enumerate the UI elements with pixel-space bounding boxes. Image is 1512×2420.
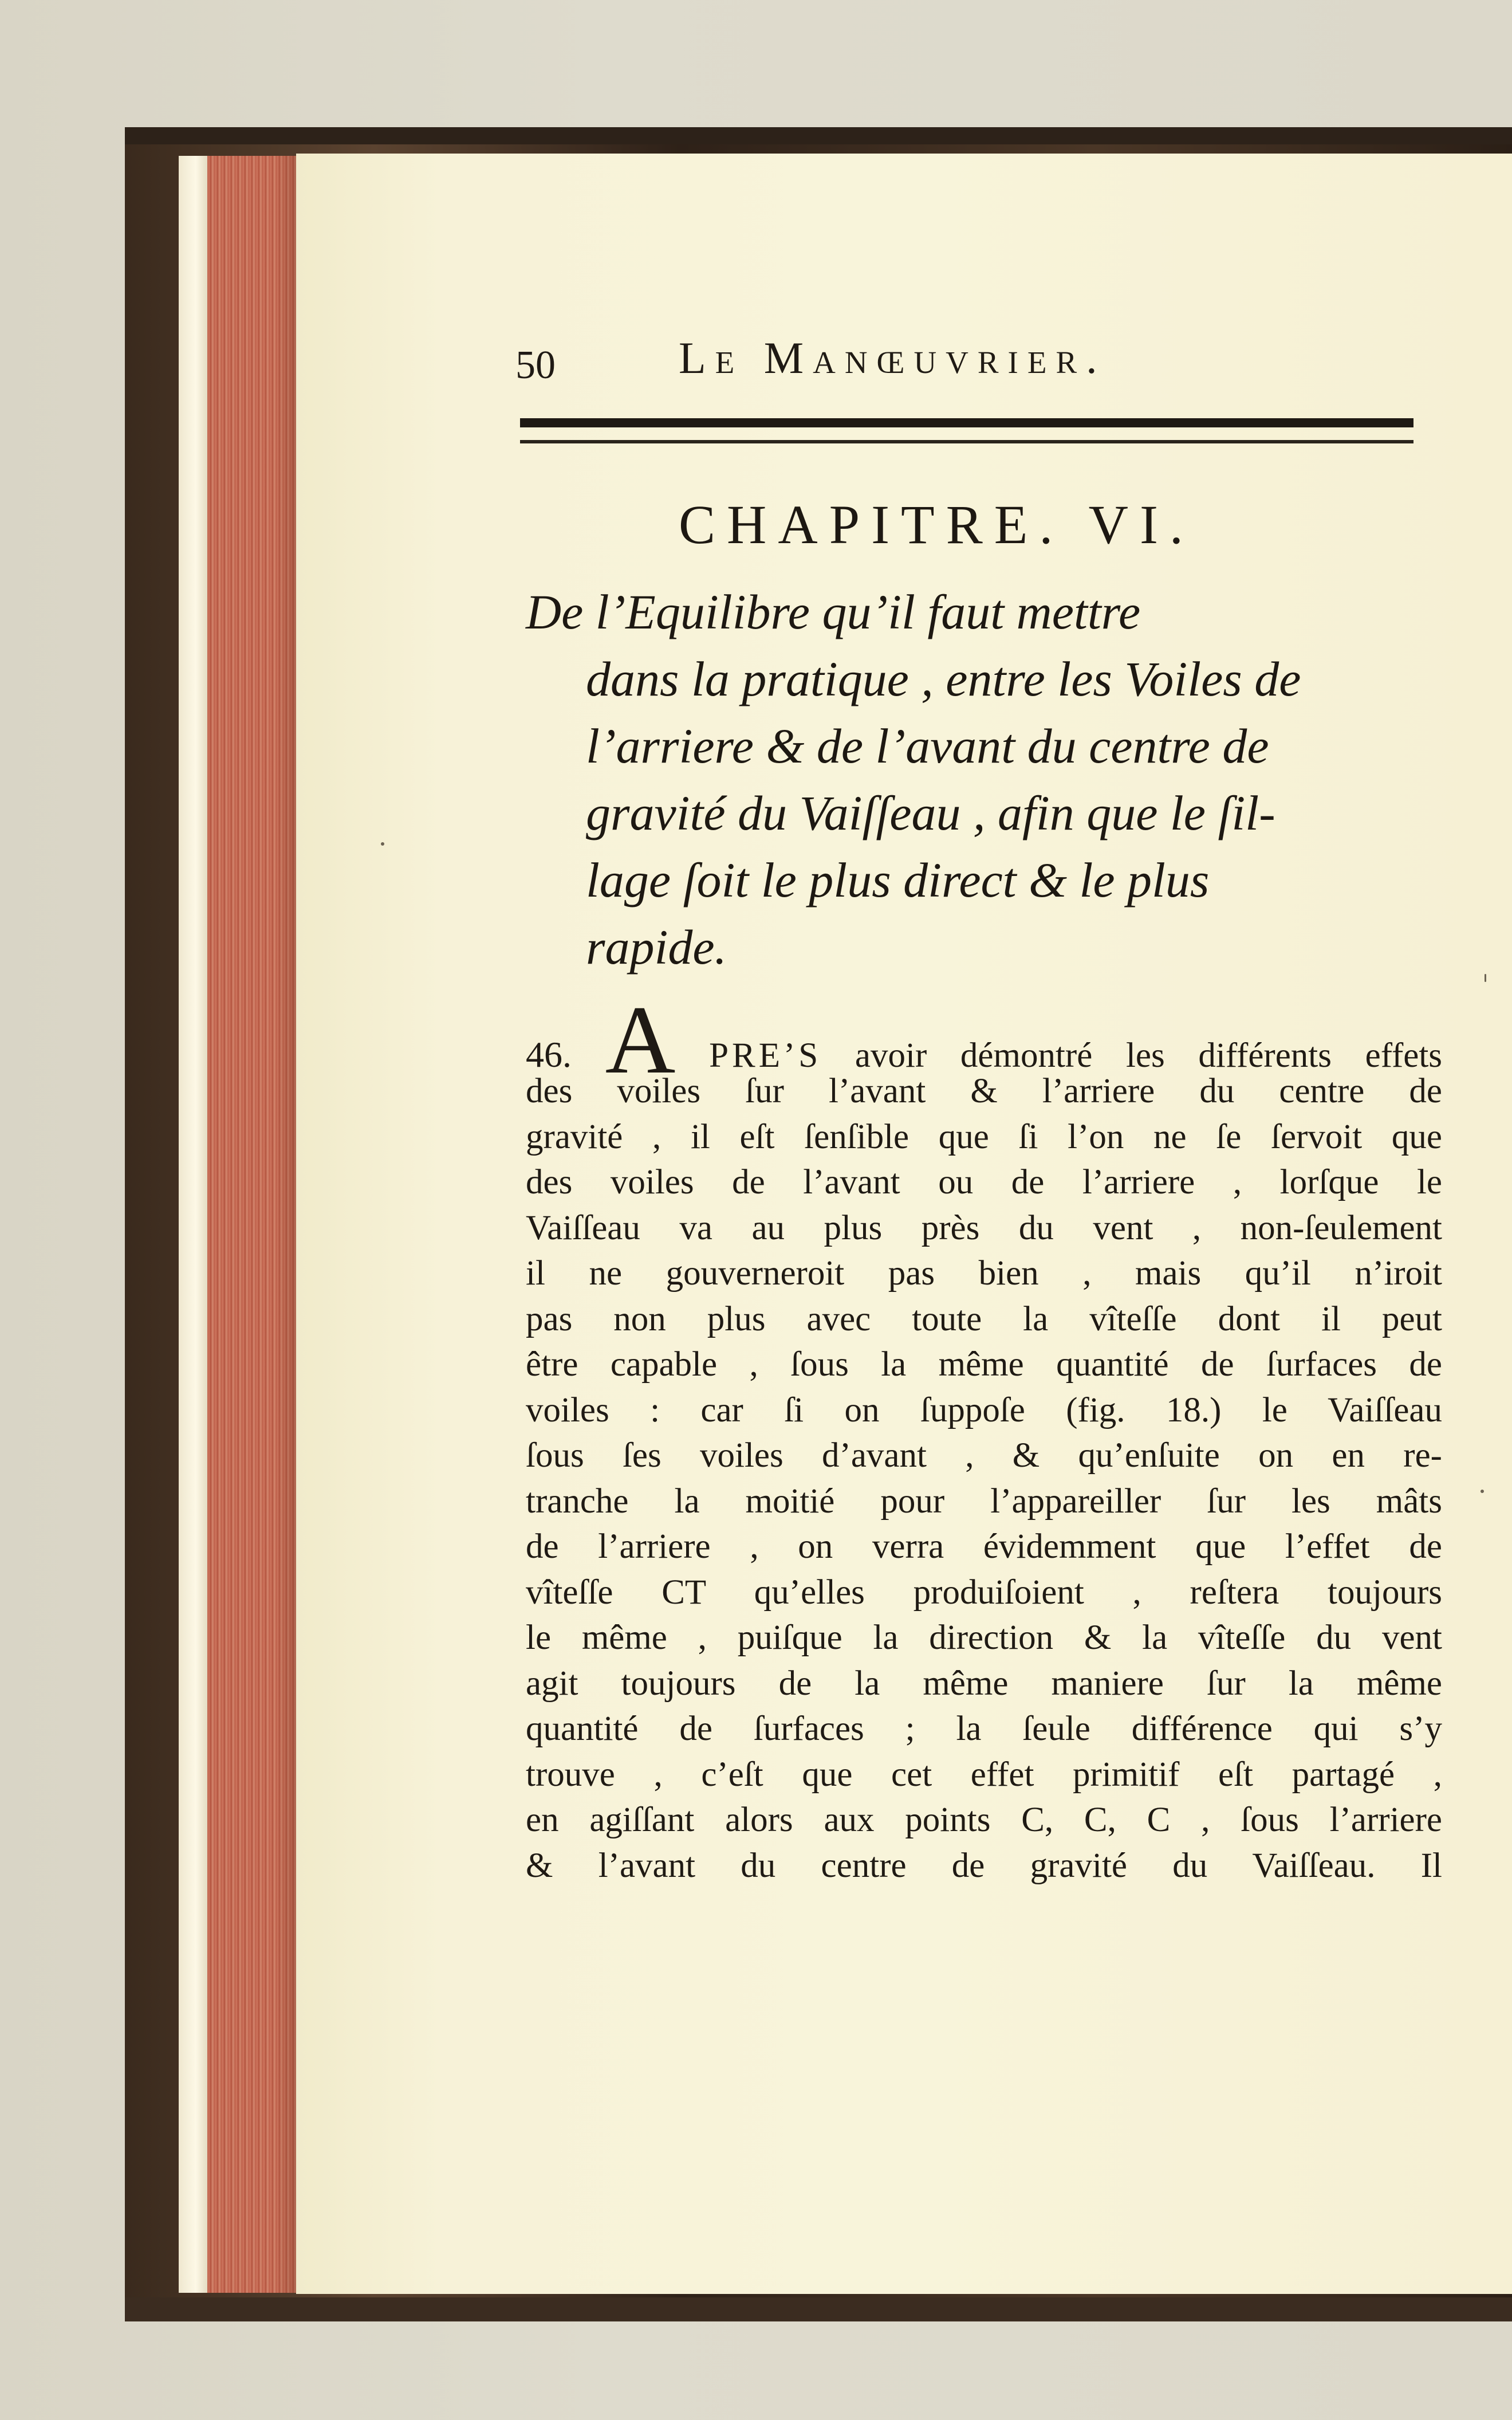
drop-cap: A xyxy=(605,986,676,1094)
text-line: le même , puiſque la direction & la vîteſſe du vent xyxy=(526,1618,1442,1657)
text-line: agit toujours de la même maniere ſur la même xyxy=(526,1664,1442,1703)
text-line: il ne gouverneroit pas bien , mais qu’il n’iroit xyxy=(526,1254,1442,1292)
text-line: Vaiſſeau va au plus près du vent , non-ſeulement xyxy=(526,1208,1442,1247)
text-line: en agiſſant alors aux points C, C, C , ſous l’arriere xyxy=(526,1801,1442,1839)
text-line: de l’arriere , on verra évidemment que l’effet de xyxy=(526,1527,1442,1566)
book-cover-top-edge xyxy=(125,127,1512,144)
text-line: quantité de ſurfaces ; la ſeule différence qui s’y xyxy=(526,1710,1442,1748)
text-line: voiles : car ſi on ſuppoſe (fig. 18.) le Vaiſſeau xyxy=(526,1390,1442,1429)
text-line: des voiles de l’avant ou de l’arriere , lorſque le xyxy=(526,1163,1442,1201)
text-line: ſous ſes voiles d’avant , & qu’enſuite on en re- xyxy=(526,1436,1442,1475)
text-line: vîteſſe CT qu’elles produiſoient , reſtera toujours xyxy=(526,1573,1442,1612)
text-line: trouve , c’eſt que cet effet primitif eſt partagé , xyxy=(526,1755,1442,1794)
header-rule-thin xyxy=(520,440,1413,443)
page-number: 50 xyxy=(515,343,556,387)
text-line: tranche la moitié pour l’appareiller ſur les mâts xyxy=(526,1482,1442,1521)
running-title: Le Manœuvrier. xyxy=(679,333,1107,383)
text-line: gravité , il eſt ſenſible que ſi l’on ne ſe ſervoit que xyxy=(526,1117,1442,1156)
text-line: pas non plus avec toute la vîteſſe dont il peut xyxy=(526,1299,1442,1338)
page-block-light-edge xyxy=(179,156,207,2293)
first-word-small-caps: PRE’S xyxy=(709,1036,822,1075)
paper-speck xyxy=(1480,1490,1484,1493)
paper-speck xyxy=(1485,974,1486,982)
text-line: des voiles ſur l’avant & l’arriere du centre de xyxy=(526,1072,1442,1110)
first-line-text: avoir démontré les différents effets xyxy=(855,1036,1443,1075)
text-line: être capable , ſous la même quantité de ſurfaces de xyxy=(526,1345,1442,1384)
subtitle-line: rapide. xyxy=(586,920,727,975)
subtitle-line: De l’Equilibre qu’il faut mettre xyxy=(526,584,1141,639)
paper-speck xyxy=(381,842,384,846)
page-edge-shadow xyxy=(275,156,296,2293)
text-line: & l’avant du centre de gravité du Vaiſſeau. Il xyxy=(526,1846,1442,1885)
subtitle-line: lage ſoit le plus direct & le plus xyxy=(586,852,1210,907)
chapter-heading: CHAPITRE. VI. xyxy=(679,494,1195,555)
subtitle-line: gravité du Vaiſſeau , afin que le ſil- xyxy=(586,785,1275,840)
chapter-subtitle xyxy=(526,579,1434,981)
paragraph-number: 46. xyxy=(526,1034,572,1075)
running-head xyxy=(515,332,1432,401)
paragraph-46 xyxy=(526,986,1443,1888)
book-cover-bottom-edge xyxy=(125,2297,1512,2321)
subtitle-line: dans la pratique , entre les Voiles de xyxy=(586,651,1301,706)
subtitle-line: l’arriere & de l’avant du centre de xyxy=(586,718,1269,773)
header-rule-thick xyxy=(520,418,1413,427)
